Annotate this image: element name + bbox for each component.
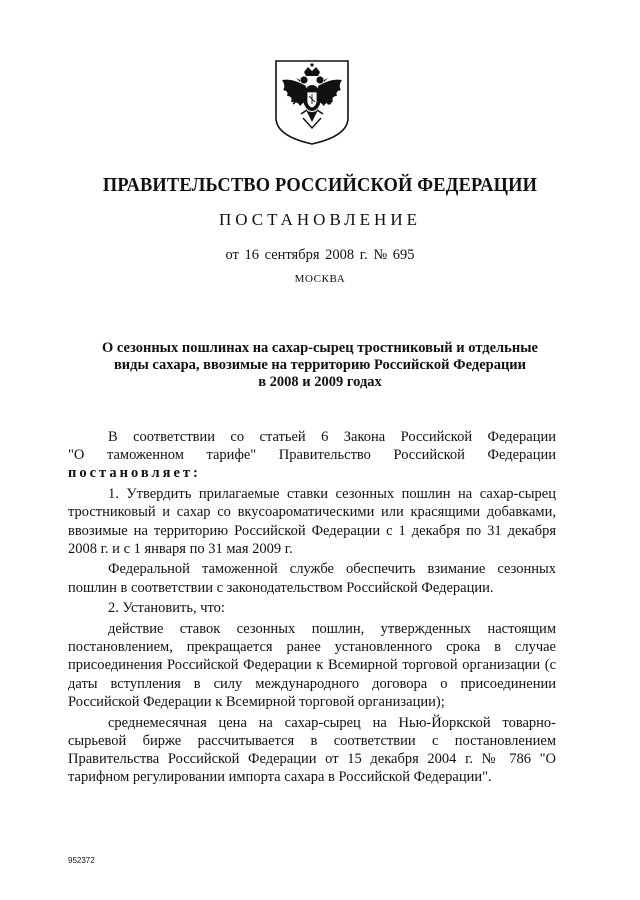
resolves-word: [68, 464, 556, 482]
subject-line: виды сахара, ввозимые на территорию Российской Федерации: [113, 357, 527, 373]
russian-coat-of-arms-icon: [273, 58, 351, 146]
document-city: МОСКВА: [294, 273, 346, 285]
document-code: 952372: [68, 856, 95, 865]
paragraph-4: действие ставок сезонных пошлин, утвержденных настоящим постановлением, прекращается ранее установленного срока в случае присоединения Российской Федерации к Всемирной торговой организации (с даты вступления в силу международного договора о присоединении Российской Федерации к Всемирной торговой организации);: [68, 621, 556, 710]
resolves-text: постановляет:: [68, 465, 201, 482]
paragraph-2: Федеральной таможенной службе обеспечить взимание сезонных пошлин в соответствии с законодательством Российской Федерации.: [68, 561, 556, 596]
intro-line: В соответствии со статьей 6 Закона Российской Федерации: [108, 429, 556, 445]
paragraph-5: среднемесячная цена на сахар-сырец на Нью-Йоркской товарно-сырьевой бирже рассчитывается в соответствии с постановлением Правительства Российской Федерации от 15 декабря 2004 г. № 786 "О тарифном регулировании импорта сахара в Российской Федерации".: [68, 714, 556, 786]
document-body: [68, 428, 556, 789]
paragraph-1: 1. Утвердить прилагаемые ставки сезонных пошлин на сахар-сырец тростниковый и сахар со вкусоароматическими или красящими добавками, ввозимые на территорию Российской Федерации с 1 декабря по 31 декабря 2008 г. и с 1 января по 31 мая 2009 г.: [68, 486, 556, 557]
intro-line: "О таможенном тарифе" Правительство Российской Федерации: [68, 447, 556, 464]
document-subject: [80, 340, 560, 391]
document-date-number: от 16 сентября 2008 г. № 695: [225, 247, 415, 263]
document-type: ПОСТАНОВЛЕНИЕ: [218, 210, 421, 229]
paragraph-3: 2. Установить, что:: [108, 600, 225, 617]
subject-line: О сезонных пошлинах на сахар-сырец тростниковый и отдельные: [102, 340, 538, 356]
subject-line: в 2008 и 2009 годах: [258, 374, 382, 390]
government-title: ПРАВИТЕЛЬСТВО РОССИЙСКОЙ ФЕДЕРАЦИИ: [102, 174, 538, 196]
